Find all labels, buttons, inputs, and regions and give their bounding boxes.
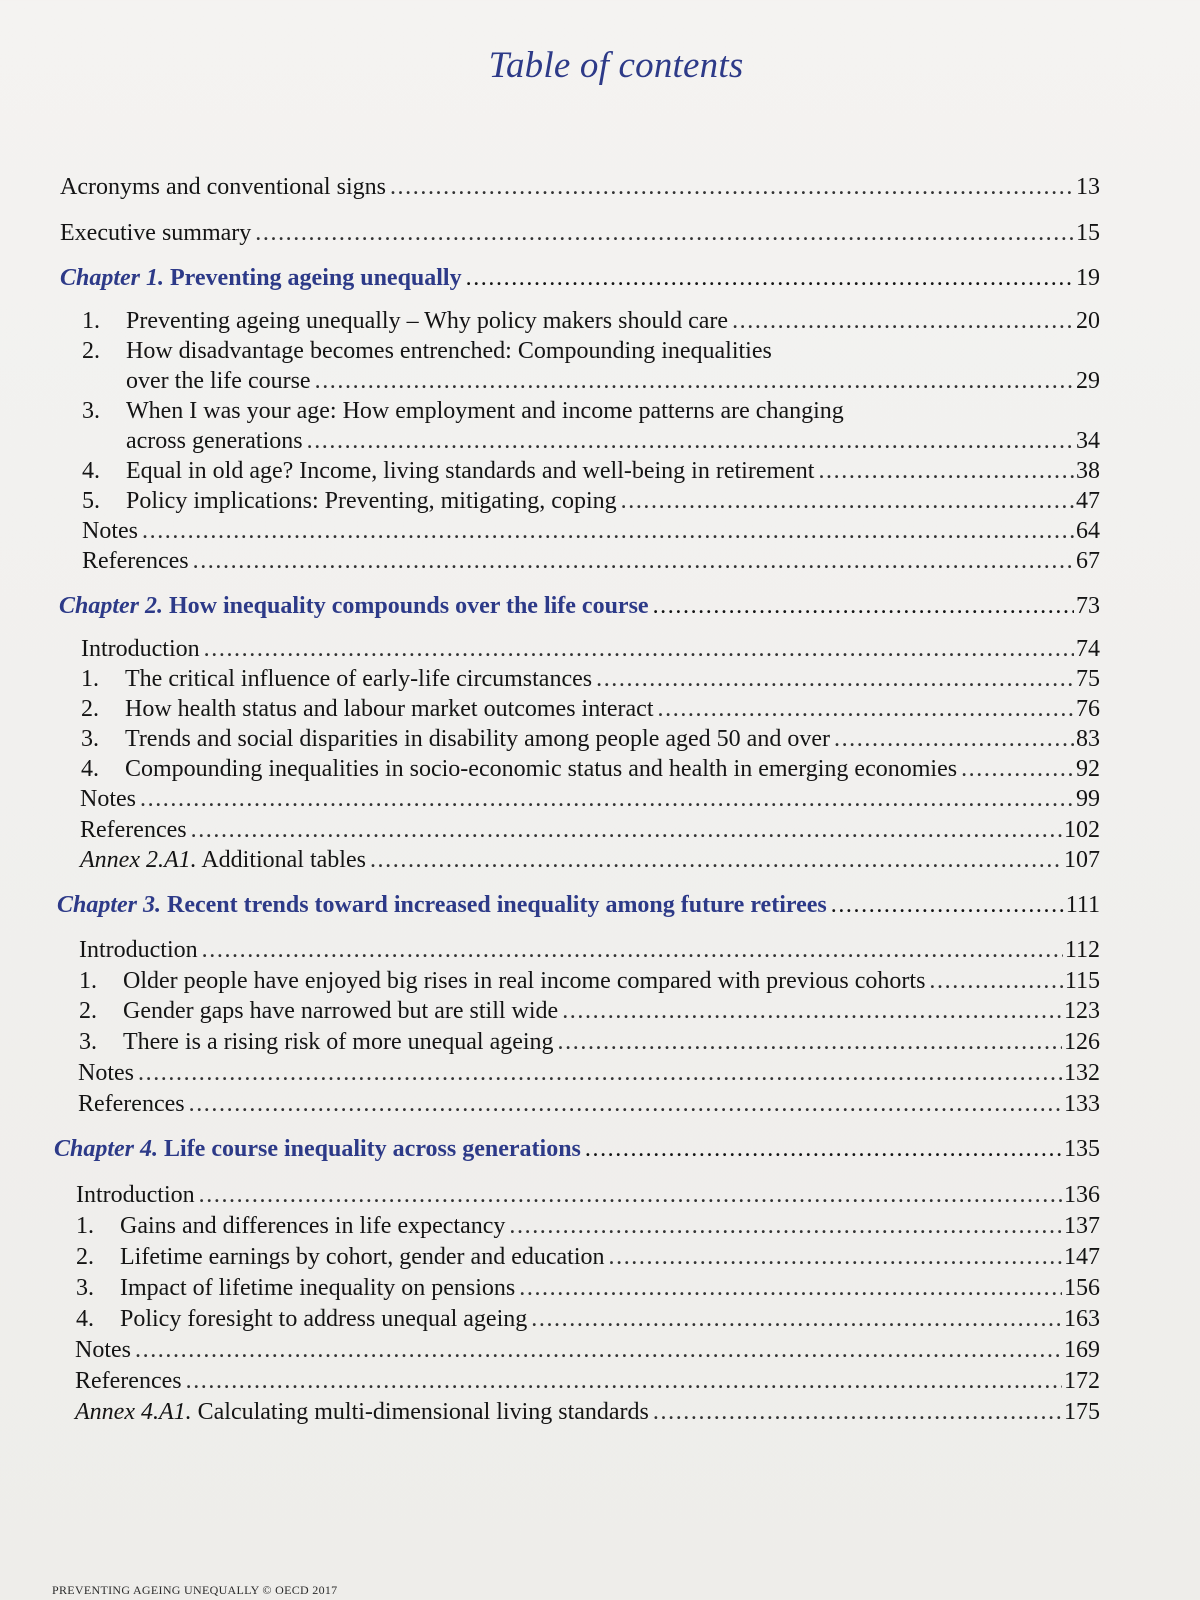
toc-entry-label: Trends and social disparities in disability among people aged 50 and over [125, 726, 830, 752]
leader-dots [834, 724, 1074, 754]
page-title: Table of contents [488, 45, 744, 86]
leader-dots [609, 1242, 1063, 1272]
leader-dots [142, 516, 1074, 546]
page-number: 147 [1064, 1244, 1100, 1270]
section-number: 3. [79, 1029, 97, 1055]
leader-dots [466, 263, 1074, 293]
chapter-title: Recent trends toward increased inequality among future retirees [167, 892, 827, 918]
leader-dots [138, 1058, 1062, 1088]
toc-entry-label: Gender gaps have narrowed but are still wide [123, 998, 559, 1024]
chapter-heading-4[interactable] [54, 1134, 1100, 1164]
leader-dots [585, 1134, 1062, 1164]
toc-entry-label: References [75, 1368, 182, 1394]
toc-entry-label: Policy implications: Preventing, mitigating, coping [126, 488, 617, 514]
toc-entry-label: When I was your age: How employment and income patterns are changing [126, 398, 844, 424]
toc-entry-annex[interactable] [75, 1397, 1100, 1427]
page-number: 169 [1064, 1337, 1100, 1363]
toc-entry-label: Introduction [81, 636, 200, 662]
page-number: 15 [1076, 220, 1100, 246]
chapter-heading-1[interactable] [60, 263, 1100, 293]
toc-entry-references[interactable] [78, 1089, 1100, 1119]
page-number: 20 [1076, 308, 1100, 334]
toc-entry[interactable] [79, 996, 1100, 1026]
leader-dots [186, 1366, 1062, 1396]
chapter-title: Life course inequality across generations [164, 1136, 581, 1162]
leader-dots [929, 966, 1062, 996]
page-number: 133 [1064, 1091, 1100, 1117]
toc-entry[interactable] [82, 456, 1100, 486]
toc-entry-label: Introduction [79, 937, 198, 963]
chapter-number: Chapter 1. [60, 265, 165, 291]
page-number: 123 [1064, 998, 1100, 1024]
page-number: 163 [1064, 1306, 1100, 1332]
toc-entry-references[interactable] [75, 1366, 1100, 1396]
section-number: 3. [76, 1275, 94, 1301]
page-number: 83 [1076, 726, 1100, 752]
toc-entry-notes[interactable] [78, 1058, 1100, 1088]
toc-entry[interactable] [81, 694, 1100, 724]
chapter-title: Preventing ageing unequally [170, 265, 462, 291]
page-number: 172 [1064, 1368, 1100, 1394]
page-number: 73 [1076, 593, 1100, 619]
page-number: 102 [1064, 817, 1100, 843]
leader-dots [370, 845, 1062, 875]
section-number: 4. [76, 1306, 94, 1332]
toc-entry-label: The critical influence of early-life circumstances [125, 666, 593, 692]
page-number: 112 [1064, 937, 1100, 963]
page-number: 115 [1064, 968, 1100, 994]
toc-entry-label: References [80, 817, 187, 843]
section-number: 3. [82, 398, 100, 424]
leader-dots [193, 546, 1074, 576]
page-footer: PREVENTING AGEING UNEQUALLY © OECD 2017 [52, 1583, 338, 1597]
chapter-number: Chapter 2. [59, 593, 164, 619]
leader-dots [519, 1273, 1062, 1303]
toc-entry-label: Executive summary [60, 220, 252, 246]
leader-dots [199, 1180, 1062, 1210]
toc-entry-first-line[interactable] [82, 396, 844, 426]
toc-entry[interactable] [81, 724, 1100, 754]
leader-dots [818, 456, 1074, 486]
toc-entry[interactable] [76, 1304, 1100, 1334]
toc-entry-label: Notes [78, 1060, 134, 1086]
section-number: 2. [81, 696, 99, 722]
page-number: 74 [1076, 636, 1100, 662]
toc-entry-continuation[interactable] [126, 426, 1100, 456]
toc-entry-label: There is a rising risk of more unequal ageing [123, 1029, 554, 1055]
toc-entry-introduction[interactable] [76, 1180, 1100, 1210]
page-number: 136 [1064, 1182, 1100, 1208]
page-number: 132 [1064, 1060, 1100, 1086]
page-number: 92 [1076, 756, 1100, 782]
toc-entry-label: Notes [75, 1337, 131, 1363]
leader-dots [189, 1089, 1062, 1119]
annex-number: Annex 4.A1. [75, 1399, 192, 1425]
page-number: 111 [1065, 892, 1100, 918]
section-number: 3. [81, 726, 99, 752]
section-number: 1. [81, 666, 99, 692]
toc-entry-label: Notes [82, 518, 138, 544]
page-number: 29 [1076, 368, 1100, 394]
toc-entry-label: Acronyms and conventional signs [60, 174, 386, 200]
toc-entry-executive-summary[interactable] [60, 218, 1100, 248]
toc-entry-introduction[interactable] [79, 935, 1100, 965]
toc-entry-notes[interactable] [82, 516, 1100, 546]
chapter-number: Chapter 4. [54, 1136, 159, 1162]
toc-entry-introduction[interactable] [81, 634, 1100, 664]
toc-entry-label: Notes [80, 786, 136, 812]
leader-dots [390, 172, 1074, 202]
toc-entry-acronyms[interactable] [60, 172, 1100, 202]
toc-entry-notes[interactable] [80, 784, 1100, 814]
page-number: 75 [1076, 666, 1100, 692]
chapter-heading-2[interactable] [59, 591, 1100, 621]
page-number: 19 [1076, 265, 1100, 291]
page-number: 34 [1076, 428, 1100, 454]
toc-entry-label: Preventing ageing unequally – Why policy makers should care [126, 308, 729, 334]
leader-dots [653, 1397, 1062, 1427]
section-number: 1. [82, 308, 100, 334]
page-number: 99 [1076, 786, 1100, 812]
leader-dots [140, 784, 1074, 814]
toc-entry[interactable] [76, 1273, 1100, 1303]
leader-dots [831, 890, 1064, 920]
leader-dots [961, 754, 1074, 784]
toc-entry-label: How disadvantage becomes entrenched: Compounding inequalities [126, 338, 772, 364]
toc-entry[interactable] [82, 486, 1100, 516]
page-number: 38 [1076, 458, 1100, 484]
page-number: 137 [1064, 1213, 1100, 1239]
section-number: 1. [76, 1213, 94, 1239]
leader-dots [621, 486, 1074, 516]
toc-entry-references[interactable] [80, 815, 1100, 845]
chapter-heading-3[interactable] [57, 890, 1100, 920]
toc-entry-label: Older people have enjoyed big rises in real income compared with previous cohorts [123, 968, 926, 994]
toc-entry-label: across generations [126, 428, 303, 454]
toc-entry-label: over the life course [126, 368, 311, 394]
annex-number: Annex 2.A1. [80, 847, 197, 873]
toc-entry[interactable] [81, 664, 1100, 694]
page-number: 47 [1076, 488, 1100, 514]
toc-entry-references[interactable] [82, 546, 1100, 576]
toc-entry[interactable] [79, 1027, 1100, 1057]
leader-dots [202, 935, 1063, 965]
leader-dots [653, 591, 1074, 621]
page-number: 13 [1076, 174, 1100, 200]
toc-entry-label: Lifetime earnings by cohort, gender and education [120, 1244, 605, 1270]
page-number: 126 [1064, 1029, 1100, 1055]
leader-dots [204, 634, 1074, 664]
page-number: 67 [1076, 548, 1100, 574]
leader-dots [531, 1304, 1062, 1334]
chapter-number: Chapter 3. [57, 892, 162, 918]
toc-entry-label: References [78, 1091, 185, 1117]
leader-dots [307, 426, 1074, 456]
leader-dots [732, 306, 1074, 336]
section-number: 4. [82, 458, 100, 484]
toc-entry-label: Gains and differences in life expectancy [120, 1213, 506, 1239]
leader-dots [315, 366, 1074, 396]
section-number: 4. [81, 756, 99, 782]
toc-entry-label: Introduction [76, 1182, 195, 1208]
toc-entry-notes[interactable] [75, 1335, 1100, 1365]
leader-dots [191, 815, 1062, 845]
toc-entry[interactable] [76, 1211, 1100, 1241]
section-number: 5. [82, 488, 100, 514]
section-number: 2. [79, 998, 97, 1024]
page-number: 175 [1064, 1399, 1100, 1425]
toc-entry[interactable] [79, 966, 1100, 996]
chapter-title: How inequality compounds over the life course [169, 593, 649, 619]
leader-dots [255, 218, 1074, 248]
leader-dots [658, 694, 1074, 724]
leader-dots [558, 1027, 1062, 1057]
toc-entry-label: Calculating multi-dimensional living standards [197, 1399, 649, 1425]
toc-entry[interactable] [82, 306, 1100, 336]
toc-entry-annex[interactable] [80, 845, 1100, 875]
toc-entry-label: Additional tables [201, 847, 366, 873]
leader-dots [135, 1335, 1062, 1365]
section-number: 2. [82, 338, 100, 364]
toc-entry-continuation[interactable] [126, 366, 1100, 396]
toc-entry-first-line[interactable] [82, 336, 772, 366]
leader-dots [509, 1211, 1062, 1241]
section-number: 2. [76, 1244, 94, 1270]
page-number: 135 [1064, 1136, 1100, 1162]
toc-entry[interactable] [81, 754, 1100, 784]
toc-entry-label: How health status and labour market outcomes interact [125, 696, 654, 722]
page-number: 156 [1064, 1275, 1100, 1301]
toc-entry-label: Policy foresight to address unequal ageing [120, 1306, 528, 1332]
toc-entry-label: Impact of lifetime inequality on pensions [120, 1275, 516, 1301]
page-number: 107 [1064, 847, 1100, 873]
section-number: 1. [79, 968, 97, 994]
toc-entry-label: Compounding inequalities in socio-economic status and health in emerging economies [125, 756, 958, 782]
toc-entry-label: Equal in old age? Income, living standards and well-being in retirement [126, 458, 815, 484]
page-number: 76 [1076, 696, 1100, 722]
toc-entry-label: References [82, 548, 189, 574]
leader-dots [596, 664, 1074, 694]
toc-entry[interactable] [76, 1242, 1100, 1272]
leader-dots [562, 996, 1062, 1026]
page-number: 64 [1076, 518, 1100, 544]
